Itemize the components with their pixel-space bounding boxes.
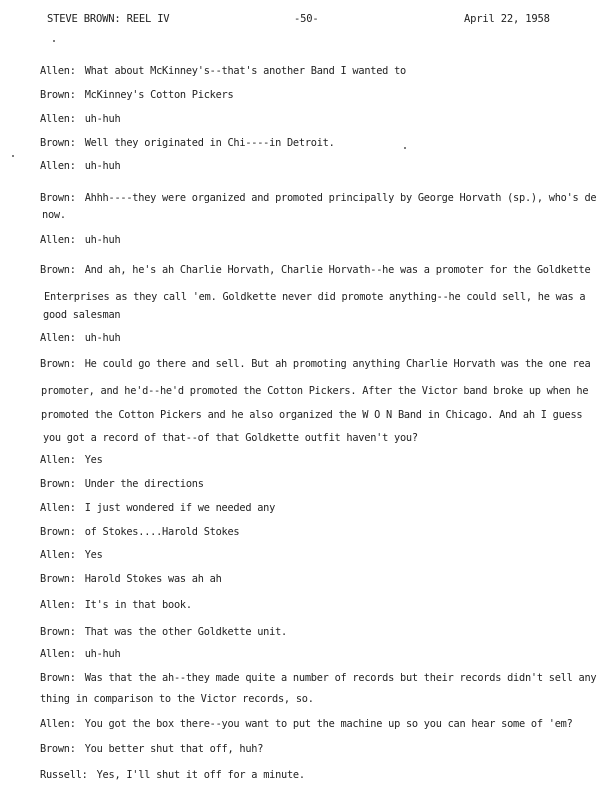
transcript-line (40, 358, 590, 371)
transcript-line (40, 113, 120, 126)
line-text: you got a record of that--of that Goldkette outfit haven't you? (43, 432, 418, 444)
line-text: Ahhh----they were organized and promoted principally by George Horvath (sp.), who's de (84, 192, 597, 204)
speaker-label: Brown: (40, 526, 76, 538)
transcript-line (43, 432, 418, 445)
transcript-line (40, 769, 305, 782)
transcript-line (40, 478, 204, 491)
line-text: uh-huh (84, 332, 121, 344)
header-date: April 22, 1958 (464, 13, 550, 25)
transcript-line (40, 454, 103, 467)
line-text: Yes (84, 549, 103, 561)
line-text: uh-huh (84, 160, 121, 172)
transcript-line (40, 718, 573, 731)
line-text: thing in comparison to the Victor records, so. (40, 693, 314, 705)
transcript-line (43, 309, 120, 322)
ink-speck (12, 155, 14, 157)
transcript-line (40, 549, 103, 562)
line-text: Was that the ah--they made quite a number of records but their records didn't sell any (84, 672, 597, 684)
line-text: And ah, he's ah Charlie Horvath, Charlie Horvath--he was a promoter for the Goldkette (84, 264, 591, 276)
transcript-line (42, 209, 66, 222)
line-text: Harold Stokes was ah ah (84, 573, 222, 585)
speaker-label: Allen: (40, 599, 76, 611)
line-text: He could go there and sell. But ah promoting anything Charlie Horvath was the one rea (84, 358, 591, 370)
transcript-line (40, 160, 120, 173)
speaker-label: Allen: (40, 718, 76, 730)
speaker-label: Brown: (40, 743, 76, 755)
speaker-label: Brown: (40, 672, 76, 684)
speaker-label: Allen: (40, 65, 76, 77)
ink-speck (404, 147, 406, 149)
speaker-label: Allen: (40, 549, 76, 561)
speaker-label: Brown: (40, 358, 76, 370)
line-text: That was the other Goldkette unit. (84, 626, 287, 638)
line-text: Under the directions (84, 478, 204, 490)
transcript-line (40, 192, 596, 205)
transcript-line (40, 332, 120, 345)
transcript-line (40, 648, 120, 661)
line-text: Enterprises as they call 'em. Goldkette never did promote anything--he could sell, he was a (44, 291, 586, 303)
speaker-label: Russell: (40, 769, 88, 781)
transcript-line (40, 526, 239, 539)
transcript-line (40, 137, 335, 150)
transcript-line (40, 65, 406, 78)
transcript-line (41, 385, 588, 398)
transcript-line (40, 693, 314, 706)
line-text: Yes, I'll shut it off for a minute. (96, 769, 305, 781)
transcript-line (40, 626, 287, 639)
speaker-label: Brown: (40, 137, 76, 149)
line-text: now. (42, 209, 66, 221)
line-text: It's in that book. (84, 599, 192, 611)
speaker-label: Allen: (40, 332, 76, 344)
line-text: I just wondered if we needed any (84, 502, 276, 514)
line-text: promoted the Cotton Pickers and he also organized the W O N Band in Chicago. And ah I guess (41, 409, 583, 421)
speaker-label: Brown: (40, 264, 76, 276)
speaker-label: Allen: (40, 160, 76, 172)
speaker-label: Brown: (40, 192, 76, 204)
line-text: uh-huh (84, 234, 121, 246)
page-number: -50- (294, 13, 319, 25)
transcript-line (40, 234, 120, 247)
speaker-label: Brown: (40, 626, 76, 638)
transcript-line (40, 672, 596, 685)
line-text: McKinney's Cotton Pickers (84, 89, 234, 101)
transcript-line (40, 573, 222, 586)
transcript-line (44, 291, 585, 304)
header-title: STEVE BROWN: REEL IV (47, 13, 170, 25)
transcript-line (41, 409, 582, 422)
speaker-label: Brown: (40, 89, 76, 101)
line-text: What about McKinney's--that's another Band I wanted to (84, 65, 406, 77)
transcript-line (40, 502, 275, 515)
transcript-line (40, 743, 263, 756)
line-text: uh-huh (84, 113, 121, 125)
line-text: Yes (84, 454, 103, 466)
line-text: uh-huh (84, 648, 121, 660)
transcript-line (40, 599, 192, 612)
line-text: good salesman (43, 309, 121, 321)
speaker-label: Allen: (40, 648, 76, 660)
speaker-label: Brown: (40, 573, 76, 585)
speaker-label: Allen: (40, 113, 76, 125)
line-text: of Stokes....Harold Stokes (84, 526, 240, 538)
speaker-label: Brown: (40, 478, 76, 490)
speaker-label: Allen: (40, 454, 76, 466)
line-text: You got the box there--you want to put the machine up so you can hear some of 'em? (84, 718, 573, 730)
transcript-line (40, 89, 233, 102)
line-text: promoter, and he'd--he'd promoted the Cotton Pickers. After the Victor band broke up when he (41, 385, 589, 397)
speaker-label: Allen: (40, 502, 76, 514)
transcript-line (40, 264, 590, 277)
line-text: Well they originated in Chi----in Detroit. (84, 137, 335, 149)
ink-speck (53, 40, 55, 42)
speaker-label: Allen: (40, 234, 76, 246)
line-text: You better shut that off, huh? (84, 743, 264, 755)
